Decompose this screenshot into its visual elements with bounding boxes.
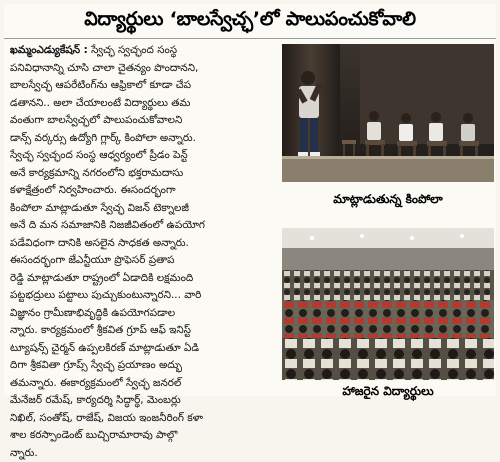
article-line: ట్యూషన్స్ చైర్మన్ ఉప్పలకిరణ్ మాట్లాడుతూ ఏడి: [10, 340, 278, 358]
headline-bar: [4, 4, 496, 38]
article-line: అనే ది మన సమాజానికి నిజజీవితంలో ఉపయోగ: [10, 217, 278, 235]
article-line: అనే కార్యక్రమాన్ని నగరంలోని భక్తరామదాసు: [10, 165, 278, 183]
article-line: పడేవిధంగా దానికి అసలైన సాధకత అన్నారు.: [10, 235, 278, 253]
dateline: ఖమ్మంఎడ్యుకేషన్ :: [10, 44, 88, 56]
speaker-photo-icon: [282, 44, 494, 182]
newspaper-clipping: [4, 4, 496, 396]
speaker-photo: [282, 44, 494, 182]
article-line: రెడ్డి మాట్లాడుతూ రాష్ట్రంలో ఏడాదికి లక్షమంది: [10, 270, 278, 288]
article-line: డాన్స్ వర్కర్సు ఉద్యోగి గ్లార్క్ కింపోలా అన్నారు.: [10, 130, 278, 148]
article-line: వంతుగా బాలస్వేచ్ఛలో పాలుపంచుకోవాలని: [10, 112, 278, 130]
article-line: నిఖిల్, సంతోష్, రాజేష్, విజయ ఇంజనీరింగ్ కళా: [10, 410, 278, 428]
article-line: స్వేచ్ఛ స్వచ్ఛంద సంస్థ ఆధ్వర్యంలో ప్రీడం పెన్ట్: [10, 147, 278, 165]
article-line: విజ్ఞానం గ్రామీణాభివృద్ధికి ఉపయోగపడాల: [10, 305, 278, 323]
headline-rule: [4, 38, 496, 39]
article-line: పట్టభద్రులు పట్టాలు పుచ్చుకుంటున్నారని... వారి: [10, 287, 278, 305]
article-line: కళాక్షేత్రంలో నిర్వహించారు. ఈసందర్భంగా: [10, 182, 278, 200]
article-line: ఈసందర్భంగా జేఎన్టీయూ ప్రొఫెసర్ ప్రతాప: [10, 252, 278, 270]
article-line: డతానని.. అలా చేయాలంటే విద్యార్థులు తమ: [10, 95, 278, 113]
audience-photo-icon: [282, 228, 494, 380]
article-line: బాలస్వేచ్ఛ ఆపరేటింగ్‌ను ఆఫ్రికాలో కూడా చేప: [10, 77, 278, 95]
article-line: దిగా శ్రీకవితా గ్రూప్స్ స్వేచ్ఛ ప్రయాణం అద్భు: [10, 357, 278, 375]
audience-photo: [282, 228, 494, 380]
article-line: మేనేజర్ రమేష్, కార్యదర్శి సిద్ధార్థ్, మెంబర్లు: [10, 392, 278, 410]
article-line: న్నారు. కార్యక్రమంలో శ్రీకవిత గ్రూప్ ఆఫ్ ఇనిస్ట్: [10, 322, 278, 340]
article-line-1-text: స్వేచ్ఛ స్వచ్ఛంద సంస్థ: [88, 44, 177, 56]
article-line: శాల కరస్పాండెంట్ బుచ్చిరామారావు పాల్గొ: [10, 427, 278, 445]
article-line: న్నారు.: [10, 445, 278, 462]
speaker-photo-caption: మాట్లాడుతున్న కింపోలా: [282, 192, 494, 209]
article-body: [10, 42, 278, 396]
article-line: పనివిధానాన్ని చూసి చాలా చైతన్యం పొందానని,: [10, 60, 278, 78]
headline: విద్యార్థులు ‘బాలస్వేచ్ఛ’లో పాలుపంచుకోవాలి: [84, 8, 416, 35]
article-line: తమన్నారు. ఈకార్యక్రమంలో స్వేచ్ఛ జనరల్: [10, 375, 278, 393]
article-line: కింపోలా మాట్లాడుతూ స్వేచ్ఛ విజన్ టెక్నాలజీ: [10, 200, 278, 218]
audience-photo-caption: హాజరైన విద్యార్థులు: [282, 384, 494, 401]
article-line-1: [10, 42, 278, 60]
